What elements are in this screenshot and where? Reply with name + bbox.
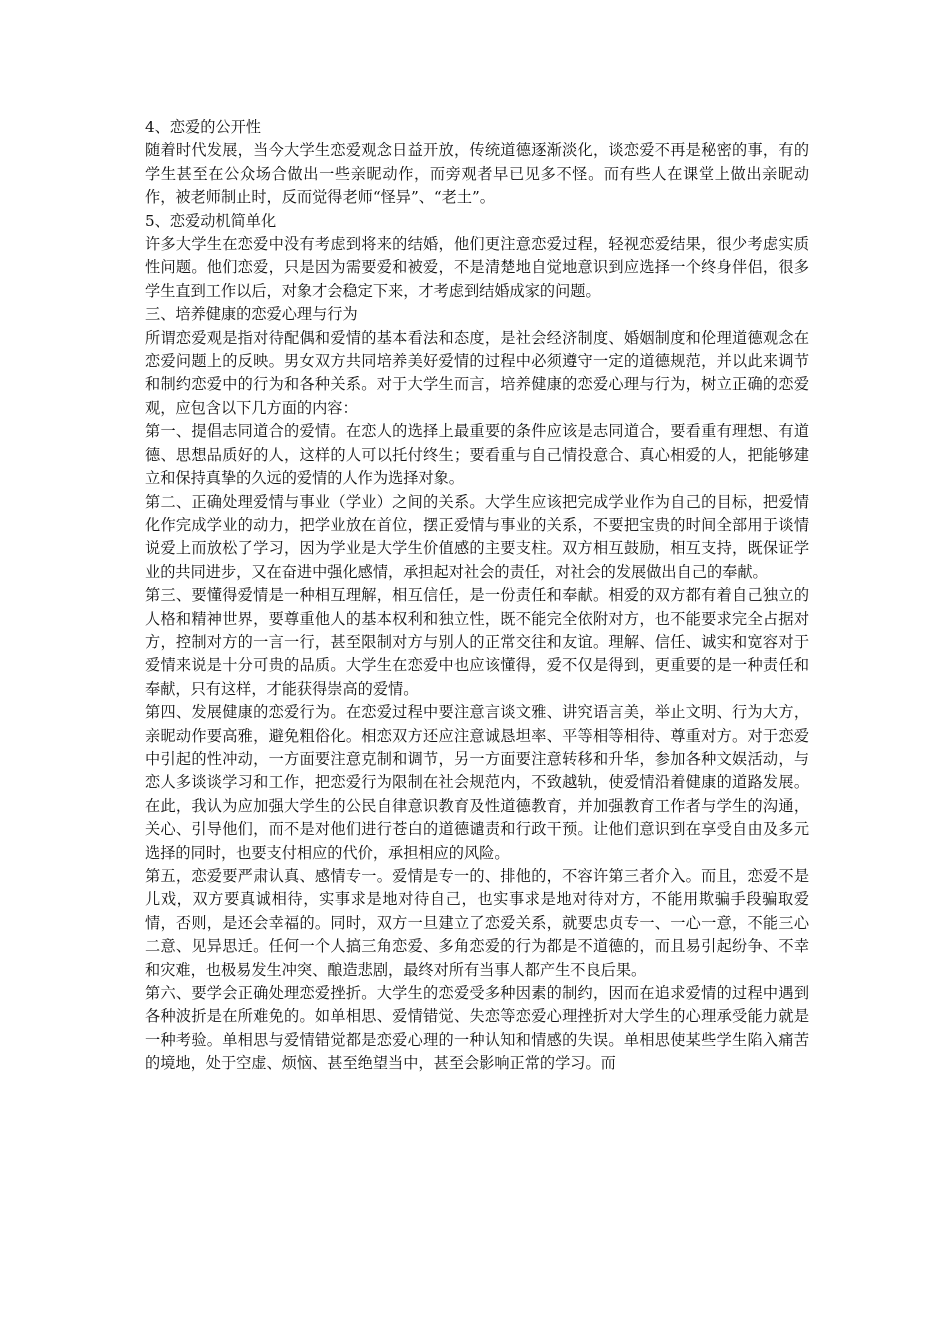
paragraph-fourth: 第四、发展健康的恋爱行为。在恋爱过程中要注意言谈文雅、讲究语言美，举止文明、行为大方，亲昵动作要高雅，避免粗俗化。相恋双方还应注意诚恳坦率、平等相等相待、尊重对方。对于恋爱中引起的性冲动，一方面要注意克制和调节，另一方面要注意转移和升华，参加各种文娱活动，与恋人多谈谈学习和工作，把恋爱行为限制在社会规范内，不致越轨，使爱情沿着健康的道路发展。在此，我认为应加强大学生的公民自律意识教育及性道德教育，并加强教育工作者与学生的沟通，关心、引导他们，而不是对他们进行苍白的道德谴责和行政干预。让他们意识到在享受自由及多元选择的同时，也要支付相应的代价，承担相应的风险。: [145, 703, 809, 862]
paragraph-motivation: 许多大学生在恋爱中没有考虑到将来的结婚，他们更注意恋爱过程，轻视恋爱结果，很少考虑实质性问题。他们恋爱，只是因为需要爱和被爱，不是清楚地自觉地意识到应选择一个终身伴侣，很多学生直到工作以后，对象才会稳定下来，才考虑到结婚成家的问题。: [145, 235, 809, 300]
section-heading-4: 4、恋爱的公开性: [145, 118, 261, 136]
paragraph-love-view: 所谓恋爱观是指对待配偶和爱情的基本看法和态度，是社会经济制度、婚姻制度和伦理道德观念在恋爱问题上的反映。男女双方共同培养美好爱情的过程中必须遵守一定的道德规范，并以此来调节和制约恋爱中的行为和各种关系。对于大学生而言，培养健康的恋爱心理与行为，树立正确的恋爱观，应包含以下几方面的内容：: [145, 328, 809, 417]
chapter-heading-3: 三、培养健康的恋爱心理与行为: [145, 305, 358, 324]
paragraph-third: 第三、要懂得爱情是一种相互理解，相互信任，是一份责任和奉献。相爱的双方都有着自己独立的人格和精神世界，要尊重他人的基本权利和独立性，既不能完全依附对方，也不能要求完全占据对方，控制对方的一言一行，甚至限制对方与别人的正常交往和友谊。理解、信任、诚实和宽容对于爱情来说是十分可贵的品质。大学生在恋爱中也应该懂得，爱不仅是得到，更重要的是一种责任和奉献，只有这样，才能获得崇高的爱情。: [145, 586, 809, 698]
paragraph-fifth: 第五，恋爱要严肃认真、感情专一。爱情是专一的、排他的，不容许第三者介入。而且，恋爱不是儿戏，双方要真诚相待，实事求是地对待自己，也实事求是地对待对方，不能用欺骗手段骗取爱情，否则，是还会幸福的。同时，双方一旦建立了恋爱关系，就要忠贞专一、一心一意，不能三心二意、见异思迁。任何一个人搞三角恋爱、多角恋爱的行为都是不道德的，而且易引起纷争、不幸和灾难，也极易发生冲突、酿造悲剧，最终对所有当事人都产生不良后果。: [145, 867, 809, 979]
paragraph-second: 第二、正确处理爱情与事业（学业）之间的关系。大学生应该把完成学业作为自己的目标，把爱情化作完成学业的动力，把学业放在首位，摆正爱情与事业的关系，不要把宝贵的时间全部用于谈情说爱上而放松了学习，因为学业是大学生价值感的主要支柱。双方相互鼓励，相互支持，既保证学业的共同进步，又在奋进中强化感情，承担起对社会的责任，对社会的发展做出自己的奉献。: [145, 492, 809, 581]
section-heading-5: 5、恋爱动机简单化: [145, 211, 277, 230]
document-body: [145, 116, 809, 1076]
paragraph-openness: 随着时代发展，当今大学生恋爱观念日益开放，传统道德逐渐淡化，谈恋爱不再是秘密的事，有的学生甚至在公众场合做出一些亲昵动作，而旁观者早已见多不怪。而有些人在课堂上做出亲昵动作，被老师制止时，反而觉得老师“怪异”、“老土”。: [145, 141, 809, 207]
paragraph-first: 第一、提倡志同道合的爱情。在恋人的选择上最重要的条件应该是志同道合，要看重有理想、有道德、思想品质好的人，这样的人可以托付终生；要看重与自己情投意合、真心相爱的人，把能够建立和保持真挚的久远的爱情的人作为选择对象。: [145, 422, 809, 488]
paragraph-sixth: 第六、要学会正确处理恋爱挫折。大学生的恋爱受多种因素的制约，因而在追求爱情的过程中遇到各种波折是在所难免的。如单相思、爱情错觉、失恋等恋爱心理挫折对大学生的心理承受能力就是一种考验。单相思与爱情错觉都是恋爱心理的一种认知和情感的失误。单相思使某些学生陷入痛苦的境地，处于空虚、烦恼、甚至绝望当中，甚至会影响正常的学习。而: [145, 984, 809, 1073]
